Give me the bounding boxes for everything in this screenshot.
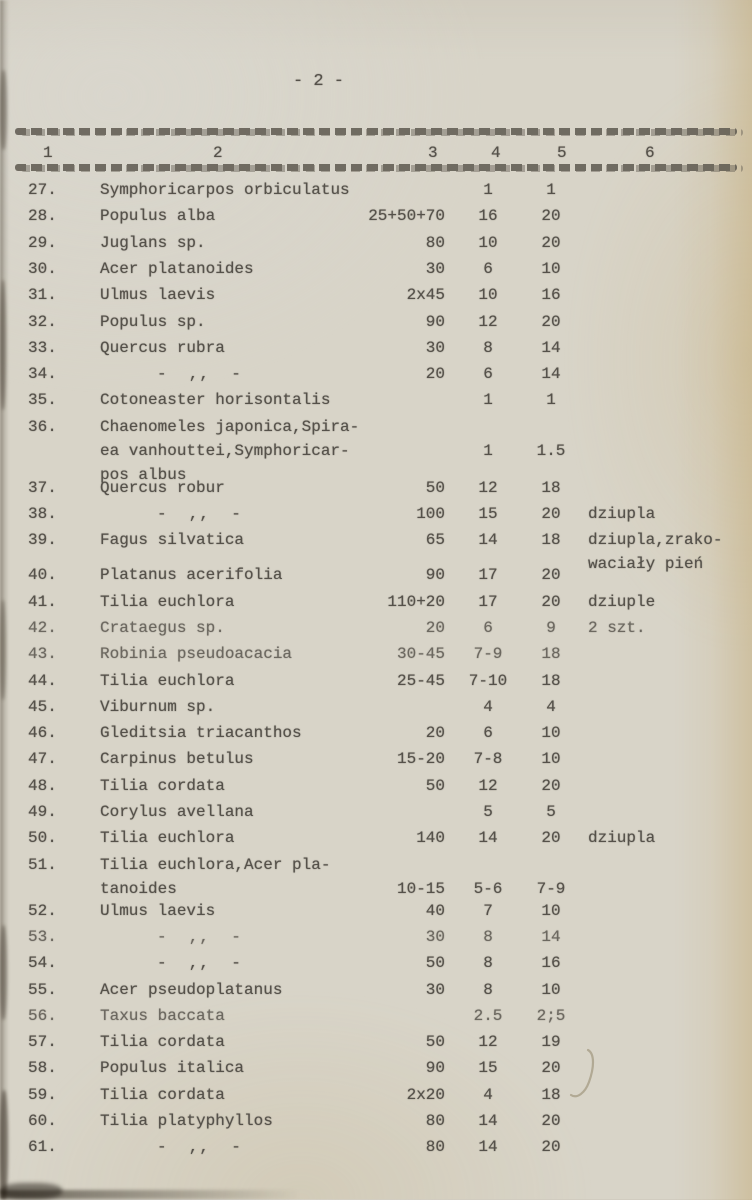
- row-number: 49.: [28, 803, 57, 821]
- column-header-6: 6: [645, 144, 655, 162]
- row-number: 31.: [28, 286, 57, 305]
- col5-value: 10: [541, 901, 561, 920]
- remarks-line: dziupla,zrako-: [588, 531, 723, 550]
- col5-value: 20: [541, 1059, 561, 1078]
- table-row: [28, 1056, 740, 1080]
- table-row: [28, 204, 740, 228]
- col5-value: 18: [541, 478, 561, 497]
- species-name-line: Tilia platyphyllos: [100, 1112, 273, 1130]
- remarks: [576, 310, 740, 334]
- col4-value: 12: [478, 1033, 498, 1052]
- remarks: [576, 695, 740, 719]
- species-name-line: Symphoricarpos orbiculatus: [100, 181, 350, 199]
- col4-value: 8: [483, 927, 493, 946]
- col4-value: 1: [483, 441, 493, 460]
- table-row: [28, 642, 740, 666]
- species-name-line: Populus sp.: [100, 312, 206, 331]
- col5-value: 20: [541, 566, 561, 585]
- ditto-mark: - ,, -: [157, 927, 242, 946]
- col5-value: 10: [541, 724, 561, 743]
- species-name-line: Tilia cordata: [100, 1033, 225, 1052]
- col5-value: 18: [541, 1085, 561, 1104]
- remarks: [576, 853, 740, 901]
- species-name: [100, 978, 358, 1002]
- col4-value: 15: [478, 505, 498, 523]
- table-row: [28, 1083, 740, 1107]
- col3-value: 2x45: [406, 286, 445, 305]
- pencil-mark: [568, 1046, 602, 1104]
- row-number: 60.: [28, 1112, 57, 1130]
- table-row: [28, 388, 740, 412]
- ditto-mark: - ,, -: [157, 365, 242, 384]
- row-number: 47.: [28, 750, 57, 769]
- ditto-mark: - ,, -: [157, 1138, 242, 1157]
- col3-value: 20: [425, 618, 445, 637]
- row-number: 30.: [28, 259, 57, 278]
- remarks: [576, 362, 740, 386]
- col5-value: 1: [546, 391, 556, 410]
- col5-value: 20: [541, 207, 561, 226]
- col3-value: [358, 800, 450, 824]
- remarks: [576, 283, 740, 307]
- table-row: [28, 257, 740, 281]
- row-number: 35.: [28, 391, 57, 410]
- species-name: [100, 563, 358, 587]
- row-number: 37.: [28, 478, 57, 497]
- col5-value: 16: [541, 286, 561, 305]
- row-number: 39.: [28, 531, 57, 550]
- col4-value: 14: [478, 1112, 498, 1130]
- row-number: 38.: [28, 505, 57, 523]
- species-name: [100, 1083, 358, 1107]
- col5-value: 14: [541, 338, 561, 357]
- col4-value: 15: [478, 1059, 498, 1078]
- col5-value: 20: [541, 1138, 561, 1157]
- row-number: 46.: [28, 724, 57, 743]
- species-name: [100, 642, 358, 666]
- row-number: 56.: [28, 1006, 57, 1025]
- remarks-line: 2 szt.: [588, 618, 646, 637]
- col5-value: 18: [541, 531, 561, 550]
- col4-value: 5: [483, 803, 493, 821]
- row-number: 28.: [28, 207, 57, 226]
- species-name: [100, 826, 358, 850]
- col3-value: [358, 695, 450, 719]
- species-name-line: Corylus avellana: [100, 803, 254, 821]
- remarks: [576, 925, 740, 949]
- col4-value: 8: [483, 954, 493, 973]
- row-number: 58.: [28, 1059, 57, 1078]
- row-number: 41.: [28, 592, 57, 611]
- col5-value: 20: [541, 1112, 561, 1130]
- col5-value: 16: [541, 954, 561, 973]
- col4-value: 17: [478, 592, 498, 611]
- species-name-line: tanoides: [100, 879, 177, 898]
- col3-value: 25+50+70: [368, 207, 445, 226]
- col5-value: 10: [541, 259, 561, 278]
- species-name: [100, 590, 358, 614]
- col4-value: 6: [483, 724, 493, 743]
- col4-value: 1: [483, 391, 493, 410]
- row-number: 36.: [28, 417, 57, 436]
- species-name-line: Quercus robur: [100, 478, 225, 497]
- row-number: 33.: [28, 338, 57, 357]
- remarks: [576, 899, 740, 923]
- species-name-line: Tilia cordata: [100, 776, 225, 795]
- ditto-mark: - ,, -: [157, 954, 242, 973]
- col3-value: [358, 388, 450, 412]
- species-name-line: ea vanhouttei,Symphoricar-: [100, 441, 350, 460]
- table-row: [28, 563, 740, 587]
- col4-value: 14: [478, 531, 498, 550]
- col5-value: 10: [541, 980, 561, 999]
- col3-value: 30: [425, 259, 445, 278]
- species-name: [100, 362, 358, 386]
- row-number: 57.: [28, 1033, 57, 1052]
- table-row: [28, 590, 740, 614]
- species-name-line: Acer pseudoplatanus: [100, 980, 283, 999]
- species-name: [100, 1030, 358, 1054]
- species-name: [100, 774, 358, 798]
- species-name-line: Viburnum sp.: [100, 697, 216, 716]
- table-row: [28, 1135, 740, 1159]
- row-number: 29.: [28, 233, 57, 252]
- col4-value: 8: [483, 338, 493, 357]
- col3-value: 50: [425, 478, 445, 497]
- col3-value: [358, 1004, 450, 1028]
- species-name-line: Platanus acerifolia: [100, 566, 283, 585]
- row-number: 51.: [28, 855, 57, 874]
- species-name: [100, 476, 358, 500]
- col5-value: 20: [541, 312, 561, 331]
- species-name-line: Populus alba: [100, 207, 216, 226]
- remarks: [576, 1109, 740, 1133]
- col5-value: 20: [541, 776, 561, 795]
- species-name: [100, 1109, 358, 1133]
- remarks: [576, 563, 740, 587]
- col3-value: 80: [425, 1138, 445, 1157]
- remarks: [576, 476, 740, 500]
- col4-value: 2.5: [473, 1006, 503, 1025]
- col5-value: 10: [541, 750, 561, 769]
- remarks: [576, 590, 740, 614]
- col5-value: 7-9: [536, 879, 566, 898]
- col4-value: 6: [483, 618, 493, 637]
- col5-value: 14: [541, 365, 561, 384]
- col4-value: 7-10: [468, 671, 508, 690]
- col3-value: 30: [425, 338, 445, 357]
- table-row: [28, 616, 740, 640]
- table-row: [28, 1030, 740, 1054]
- remarks: [576, 257, 740, 281]
- species-name: [100, 695, 358, 719]
- col4-value: 10: [478, 286, 498, 305]
- row-number: 42.: [28, 618, 57, 637]
- species-name-line: Crataegus sp.: [100, 618, 225, 637]
- col4-value: 6: [483, 365, 493, 384]
- remarks: [576, 669, 740, 693]
- col4-value: 12: [478, 312, 498, 331]
- species-name-line: Fagus silvatica: [100, 531, 245, 550]
- species-name: [100, 616, 358, 640]
- col5-value: 18: [541, 645, 561, 664]
- species-name: [100, 502, 358, 526]
- species-name: [100, 1056, 358, 1080]
- row-number: 43.: [28, 645, 57, 664]
- table-row: [28, 853, 740, 901]
- species-name-line: Ulmus laevis: [100, 286, 216, 305]
- table-row: [28, 231, 740, 255]
- column-header-1: 1: [43, 144, 53, 162]
- col3-value: 90: [425, 566, 445, 585]
- row-number: 52.: [28, 901, 57, 920]
- remarks-line: waciały pień: [588, 555, 704, 574]
- col4-value: 7: [483, 901, 493, 920]
- species-name: [100, 669, 358, 693]
- col4-value: 4: [483, 1085, 493, 1104]
- remarks-line: dziuple: [588, 592, 656, 611]
- col5-value: 2;5: [536, 1006, 566, 1025]
- row-number: 27.: [28, 181, 57, 199]
- table-row: [28, 747, 740, 771]
- col5-value: 18: [541, 671, 561, 690]
- species-name: [100, 853, 358, 901]
- col3-value: 90: [425, 1059, 445, 1078]
- col3-value: 30: [425, 927, 445, 946]
- species-name-line: Tilia euchlora: [100, 671, 235, 690]
- remarks: [576, 204, 740, 228]
- column-header-3: 3: [428, 144, 438, 162]
- table-row: [28, 669, 740, 693]
- col5-value: 14: [541, 927, 561, 946]
- col3-value: 10-15: [396, 879, 445, 898]
- species-name-line: Gleditsia triacanthos: [100, 724, 302, 743]
- row-number: 53.: [28, 927, 57, 946]
- species-name-line: Quercus rubra: [100, 338, 225, 357]
- species-name: [100, 283, 358, 307]
- col3-value: 40: [425, 901, 445, 920]
- col3-value: 140: [416, 829, 445, 848]
- species-name: [100, 899, 358, 923]
- species-name-line: Tilia cordata: [100, 1085, 225, 1104]
- row-number: 44.: [28, 671, 57, 690]
- table-row: [28, 978, 740, 1002]
- col3-value: 30: [425, 980, 445, 999]
- col3-value: 100: [416, 505, 445, 523]
- col4-value: 1: [483, 181, 493, 199]
- col3-value: 20: [425, 365, 445, 384]
- col4-value: 5-6: [473, 879, 503, 898]
- col4-value: 7-9: [473, 645, 503, 664]
- col4-value: 14: [478, 1138, 498, 1157]
- remarks: [576, 642, 740, 666]
- row-number: 48.: [28, 776, 57, 795]
- table-row: [28, 1004, 740, 1028]
- col3-value: 25-45: [396, 671, 445, 690]
- remarks: [576, 747, 740, 771]
- row-number: 34.: [28, 365, 57, 384]
- remarks: [576, 616, 740, 640]
- col3-value: 50: [425, 954, 445, 973]
- row-number: 55.: [28, 980, 57, 999]
- table-row: [28, 283, 740, 307]
- species-name: [100, 336, 358, 360]
- col3-value: 30-45: [396, 645, 445, 664]
- table-row: [28, 502, 740, 526]
- col4-value: 17: [478, 566, 498, 585]
- col4-value: 14: [478, 829, 498, 848]
- species-name: [100, 257, 358, 281]
- page-number: - 2 -: [293, 72, 345, 91]
- row-number: 40.: [28, 566, 57, 585]
- col3-value: 110+20: [387, 592, 445, 611]
- species-name-line: pos albus: [100, 465, 187, 484]
- remarks: [576, 336, 740, 360]
- remarks: [576, 388, 740, 412]
- remarks: [576, 800, 740, 824]
- table-row: [28, 362, 740, 386]
- species-name-line: Robinia pseudoacacia: [100, 645, 293, 664]
- col4-value: 4: [483, 697, 493, 716]
- col5-value: 19: [541, 1033, 561, 1052]
- table-row: [28, 336, 740, 360]
- remarks: [576, 178, 740, 202]
- row-number: 50.: [28, 829, 57, 848]
- col4-value: 8: [483, 980, 493, 999]
- species-name-line: Carpinus betulus: [100, 750, 254, 769]
- species-name: [100, 721, 358, 745]
- remarks-line: dziupla: [588, 505, 656, 523]
- species-name-line: Tilia euchlora,Acer pla-: [100, 855, 331, 874]
- species-name: [100, 204, 358, 228]
- table-header-rule: [15, 164, 737, 171]
- species-name: [100, 951, 358, 975]
- species-name: [100, 388, 358, 412]
- col3-value: 90: [425, 312, 445, 331]
- col5-value: 20: [541, 233, 561, 252]
- row-number: 32.: [28, 312, 57, 331]
- remarks: [576, 721, 740, 745]
- row-number: 59.: [28, 1085, 57, 1104]
- species-name: [100, 925, 358, 949]
- table-row: [28, 925, 740, 949]
- col4-value: 7-8: [473, 750, 503, 769]
- col3-value: 2x20: [406, 1085, 445, 1104]
- row-number: 61.: [28, 1138, 57, 1157]
- col5-value: 1: [546, 181, 556, 199]
- species-name-line: Tilia euchlora: [100, 829, 235, 848]
- row-number: 45.: [28, 697, 57, 716]
- remarks: [576, 951, 740, 975]
- table-row: [28, 800, 740, 824]
- col3-value: 80: [425, 233, 445, 252]
- species-name: [100, 1135, 358, 1159]
- table-row: [28, 826, 740, 850]
- col3-value: 50: [425, 776, 445, 795]
- col3-value: 20: [425, 724, 445, 743]
- table-row: [28, 695, 740, 719]
- col4-value: 6: [483, 259, 493, 278]
- species-name-line: Taxus baccata: [100, 1006, 225, 1025]
- species-name-line: Acer platanoides: [100, 259, 254, 278]
- remarks: [576, 978, 740, 1002]
- col5-value: 20: [541, 592, 561, 611]
- col4-value: 12: [478, 776, 498, 795]
- col3-value: 15-20: [396, 750, 445, 769]
- col4-value: 10: [478, 233, 498, 252]
- species-name: [100, 178, 358, 202]
- species-name-line: Juglans sp.: [100, 233, 206, 252]
- table-row: [28, 899, 740, 923]
- species-name-line: Chaenomeles japonica,Spira-: [100, 417, 360, 436]
- table-row: [28, 178, 740, 202]
- table-top-rule: [15, 128, 737, 135]
- species-name: [100, 1004, 358, 1028]
- column-header-5: 5: [557, 144, 567, 162]
- species-name-line: Populus italica: [100, 1059, 245, 1078]
- col4-value: 16: [478, 207, 498, 226]
- species-name: [100, 747, 358, 771]
- table-row: [28, 476, 740, 500]
- table-row: [28, 951, 740, 975]
- column-header-4: 4: [491, 144, 501, 162]
- col5-value: 9: [546, 618, 556, 637]
- remarks-line: dziupla: [588, 829, 656, 848]
- table-row: [28, 721, 740, 745]
- col3-value: 65: [425, 531, 445, 550]
- remarks: [576, 1004, 740, 1028]
- col3-value: 80: [425, 1112, 445, 1130]
- remarks: [576, 502, 740, 526]
- col3-value: [358, 178, 450, 202]
- species-name: [100, 800, 358, 824]
- remarks: [576, 774, 740, 798]
- col4-value: 12: [478, 478, 498, 497]
- table-row: [28, 1109, 740, 1133]
- table-row: [28, 310, 740, 334]
- ditto-mark: - ,, -: [157, 505, 242, 523]
- remarks: [576, 231, 740, 255]
- col5-value: 4: [546, 697, 556, 716]
- remarks: [576, 826, 740, 850]
- col5-value: 1.5: [536, 441, 566, 460]
- col5-value: 20: [541, 829, 561, 848]
- row-number: 54.: [28, 954, 57, 973]
- species-name-line: Ulmus laevis: [100, 901, 216, 920]
- column-header-2: 2: [213, 144, 223, 162]
- col3-value: 50: [425, 1033, 445, 1052]
- species-name-line: Tilia euchlora: [100, 592, 235, 611]
- species-name: [100, 310, 358, 334]
- remarks: [576, 1135, 740, 1159]
- col5-value: 5: [546, 803, 556, 821]
- species-name-line: Cotoneaster horisontalis: [100, 391, 331, 410]
- species-name: [100, 231, 358, 255]
- col5-value: 20: [541, 505, 561, 523]
- table-row: [28, 774, 740, 798]
